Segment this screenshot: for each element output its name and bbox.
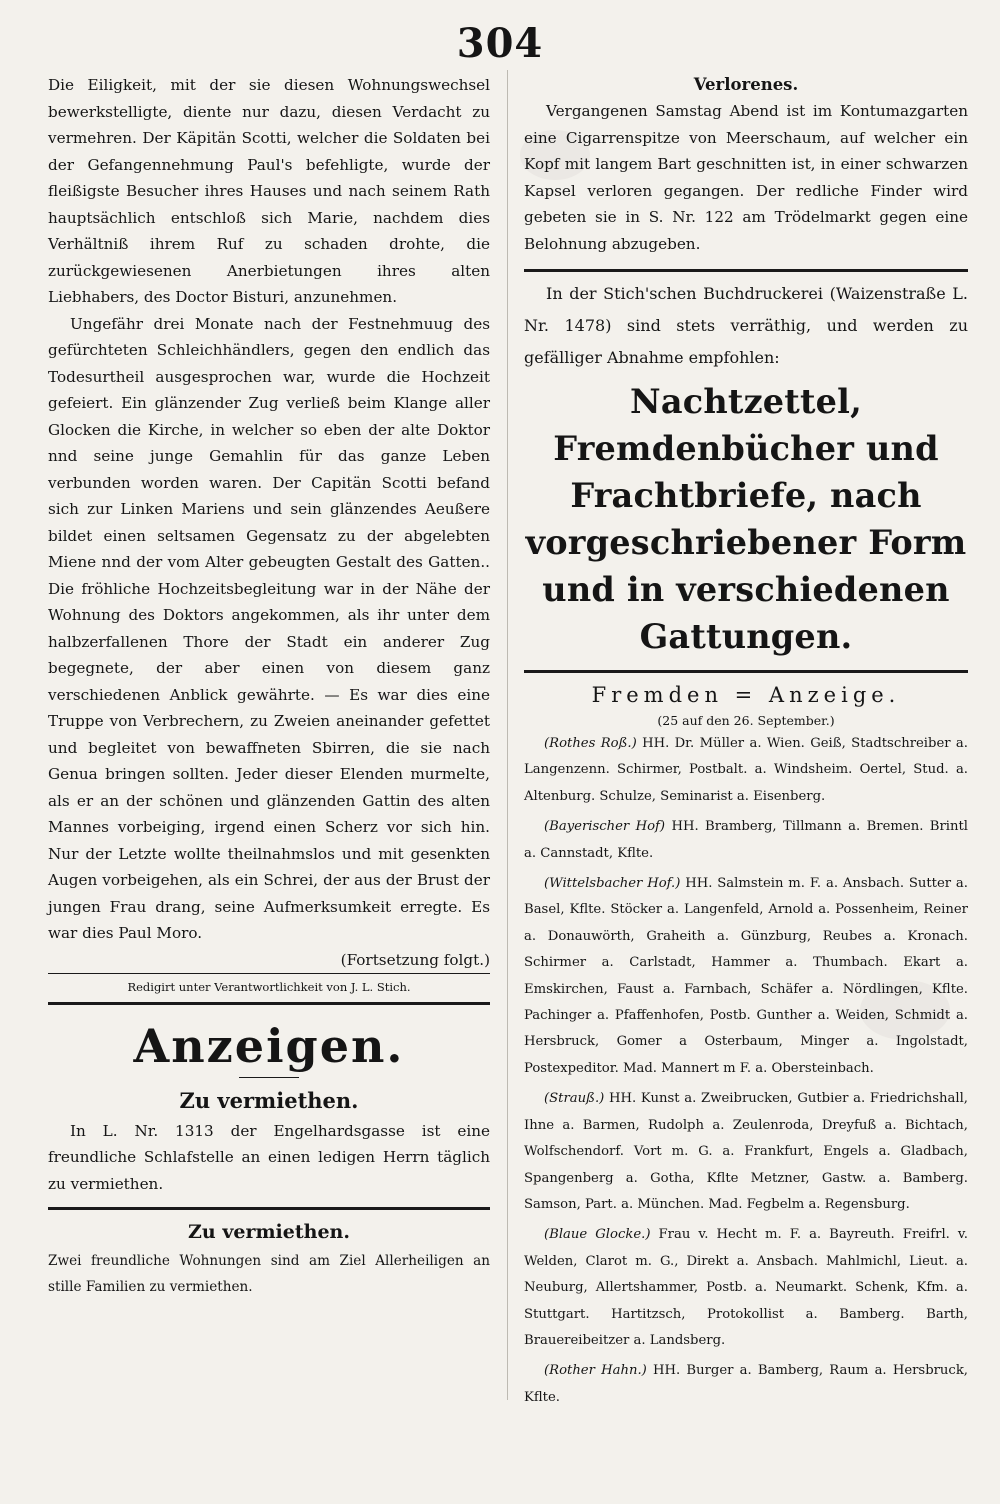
fremden-date: (25 auf den 26. September.) [657, 713, 835, 728]
guest-entry [524, 1358, 968, 1411]
editor-line: Redigirt unter Verantwortlichkeit von J. L. Stich. [127, 979, 411, 994]
story-paragraph: Die Eiligkeit, mit der sie diesen Wohnungswechsel bewerkstelligte, diente nur dazu, diesen Verdacht zu vermehren. Der Käpitän Scotti, welcher die Soldaten bei der Gefangennehmung Paul's befehligte, wurde der fleißigste Besucher ihres Hauses und nach seinem Rath hauptsächlich entschloß sich Marie, nachdem dies Verhältniß ihrem Ruf zu schaden drohte, die zurückgewiesenen Anerbietungen ihres alten Liebhabers, des Doctor Bisturi, anzunehmen. [48, 76, 490, 306]
promo-headline: Nachtzettel, Fremdenbücher und Frachtbriefe, nach vorgeschriebener Form und in verschiedenen Gattungen. [525, 382, 967, 656]
guest-entry [524, 871, 968, 1082]
section-rule [48, 1002, 490, 1005]
heading-divider [239, 1077, 299, 1078]
guest-entry [524, 1086, 968, 1218]
story-paragraph: Ungefähr drei Monate nach der Festnehmuug des gefürchteten Schleichhändlers, gegen den endlich das Todesurtheil ausgesprochen war, wurde die Hochzeit gefeiert. Ein glänzender Zug verließ beim Klange aller Glocken die Kirche, in welcher so eben der alte Doktor nnd seine junge Gemahlin für das ganze Leben verbunden worden waren. Der Capitän Scotti befand sich zur Linken Mariens und sein glänzendes Aeußere bildet einen seltsamen Gegensatz zu der abgelebten Miene nnd der vom Alter gebeugten Gestalt des Gatten.. Die fröhliche Hochzeitsbegleitung war in der Nähe der Wohnung des Doktors angekommen, als ihr unter dem halbzerfallenen Thore der Stadt ein anderer Zug begegnete, der aber einen von diesem ganz verschiedenen Anblick gewährte. — Es war dies eine Truppe von Verbrechern, zu Zweien aneinander gefettet und begleitet von bewaffneten Sbirren, die sie nach Genua bringen sollten. Jeder dieser Elenden murmelte, als er an der schönen und glänzenden Gattin des alten Mannes vorbeiging, irgend einen Scherz vor sich hin. Nur der Letzte wollte theilnahmslos und mit gesenkten Augen vorbeigehen, als ein Schrei, der aus der Brust der jungen Frau drang, seine Aufmerksumkeit erregte. Es war dies Paul Moro. [48, 314, 490, 942]
fremden-title: Fremden = Anzeige. [591, 683, 901, 707]
guest-entry [524, 814, 968, 867]
guest-entry [524, 731, 968, 810]
guest-list: HH. Dr. Müller a. Wien. Geiß, Stadtschreiber a. Langenzenn. Schirmer, Postbalt. a. Windsheim. Oertel, Stud. a. Altenburg. Schulze, Seminarist a. Eisenberg. [524, 736, 968, 804]
guest-list: Frau v. Hecht m. F. a. Bayreuth. Freifrl. v. Welden, Clarot m. G., Direkt a. Ansbach. Mahlmichl, Lieut. a. Neuburg, Allertshammer, Postb. a. Neumarkt. Schenk, Kfm. a. Stuttgart. Hartitzsch, Protokollist a. Bamberg. Barth, Brauereibeitzer a. Landsberg. [524, 1227, 968, 1348]
right-column [524, 72, 968, 1415]
page-number: 304 [456, 20, 544, 67]
lost-title: Verlorenes. [693, 75, 799, 94]
lost-text: Vergangenen Samstag Abend ist im Kontumazgarten eine Cigarrenspitze von Meerschaum, auf welcher ein Kopf mit langem Bart geschnitten ist, in einer schwarzen Kapsel verloren gegangen. Der redliche Finder wird gebeten sie in S. Nr. 122 am Trödelmarkt gegen eine Belohnung abzugeben. [524, 102, 968, 253]
hotel-name: (Strauß.) [544, 1091, 605, 1107]
hotel-name: (Wittelsbacher Hof.) [544, 876, 681, 892]
ad-rule [48, 1207, 490, 1210]
guest-list: HH. Kunst a. Zweibrucken, Gutbier a. Friedrichshall, Ihne a. Barmen, Rudolph a. Zeulenroda, Dreyfuß a. Bichtach, Wolfschendorf. Vort m. G. a. Frankfurt, Engels a. Gladbach, Spangenberg a. Gotha, Kflte Metzner, Gastw. a. Bamberg. Samson, Part. a. München. Mad. Fegbelm a. Regensburg. [524, 1091, 968, 1212]
guest-entry [524, 1222, 968, 1354]
section-rule [524, 269, 968, 272]
ad1-title: Zu vermiethen. [179, 1087, 359, 1113]
hotel-name: (Blaue Glocke.) [544, 1227, 651, 1243]
ads-heading: Anzeigen. [133, 1018, 405, 1073]
promo-intro: In der Stich'schen Buchdruckerei (Waizenstraße L. Nr. 1478) sind stets verräthig, und werden zu gefälliger Abnahme empfohlen: [524, 284, 968, 367]
guest-list: HH. Burger a. Bamberg, Raum a. Hersbruck, Kflte. [524, 1363, 968, 1405]
left-column [48, 72, 490, 1300]
ad2-title: Zu vermiethen. [188, 1221, 350, 1243]
ad1-text: In L. Nr. 1313 der Engelhardsgasse ist eine freundliche Schlafstelle an einen ledigen Herrn täglich zu vermiethen. [48, 1121, 490, 1193]
editor-rule [48, 973, 490, 974]
column-divider [507, 70, 508, 1400]
guest-list: HH. Bramberg, Tillmann a. Bremen. Brintl a. Cannstadt, Kflte. [524, 819, 968, 861]
guest-list: HH. Salmstein m. F. a. Ansbach. Sutter a. Basel, Kflte. Stöcker a. Langenfeld, Arnold a. Possenheim, Reiner a. Donauwörth, Graheith a. Günzburg, Reubes a. Kronach. Schirmer a. Carlstadt, Hammer a. Thumbach. Ekart a. Emskirchen, Faust a. Farnbach, Schäfer a. Nördlingen, Kflte. Pachinger a. Pfaffenhofen, Postb. Gunther a. Weiden, Schmidt a. Hersbruck, Gomer a Osterbaum, Minger a. Ingolstadt, Postexpeditor. Mad. Mannert m F. a. Obersteinbach. [524, 876, 968, 1076]
hotel-name: (Bayerischer Hof) [544, 819, 666, 835]
hotel-name: (Rothes Roß.) [544, 736, 637, 751]
ad2-text: Zwei freundliche Wohnungen sind am Ziel Allerheiligen an stille Familien zu vermiethen. [48, 1253, 490, 1295]
continuation-note: (Fortsetzung folgt.) [340, 950, 490, 969]
hotel-name: (Rother Hahn.) [544, 1363, 647, 1379]
section-rule [524, 670, 968, 673]
